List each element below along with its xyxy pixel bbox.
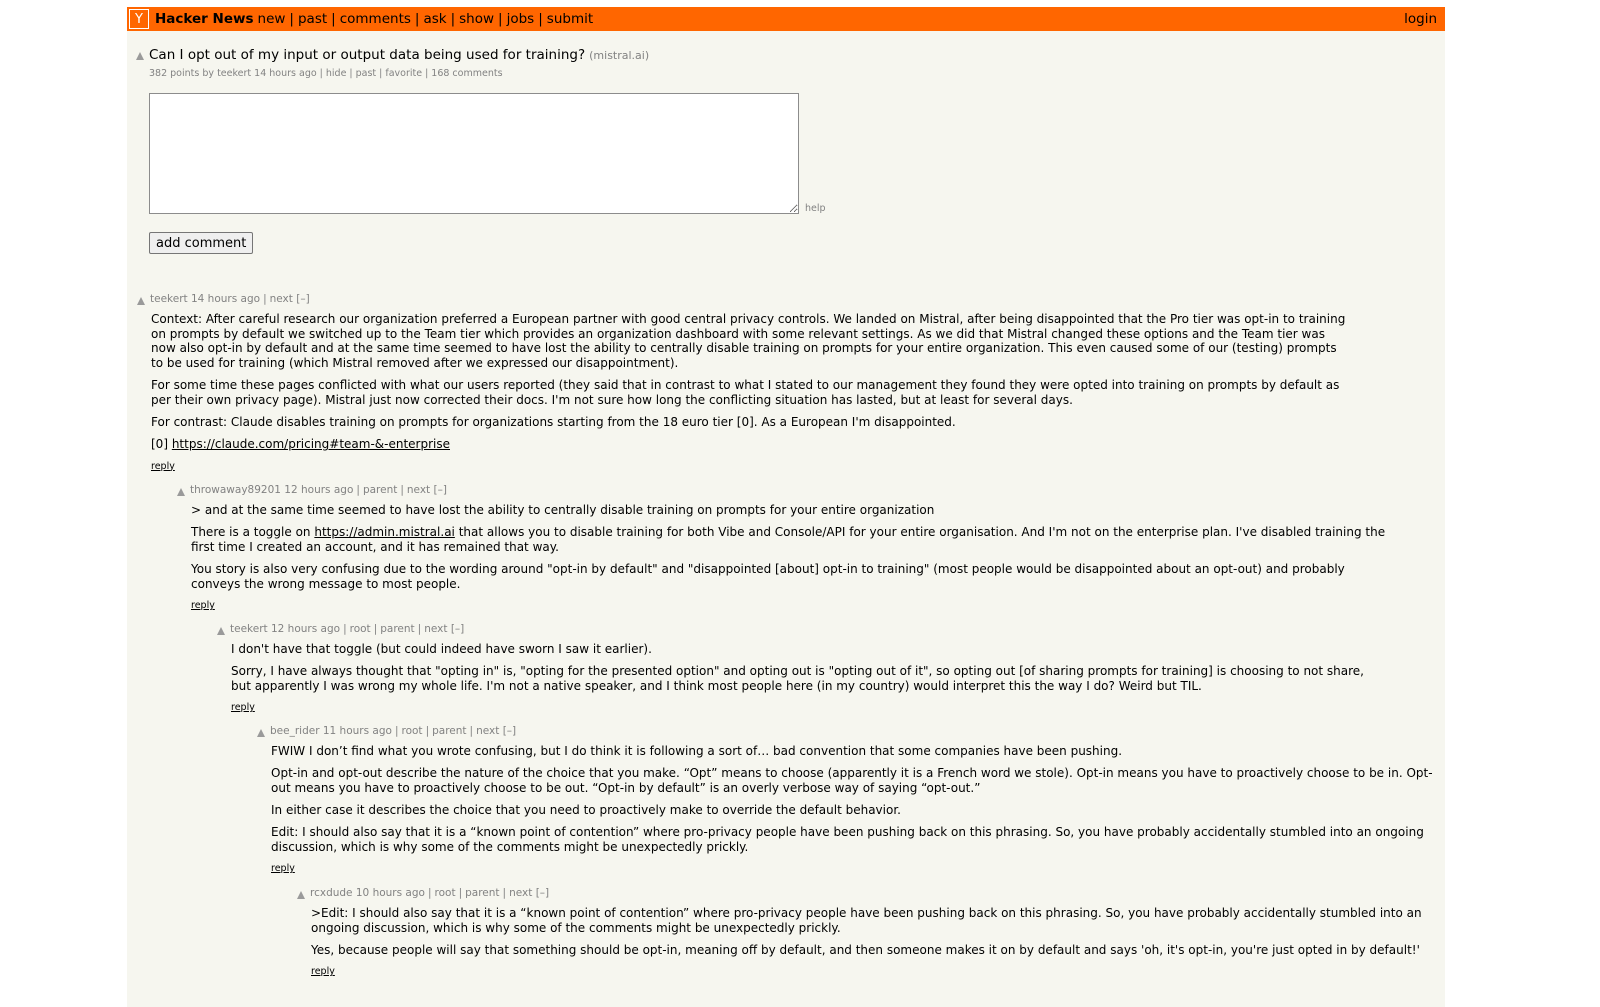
nav-separator: |: [450, 11, 456, 27]
reply-link[interactable]: reply: [231, 702, 255, 714]
comment-next-link[interactable]: next: [424, 623, 448, 635]
nav-separator: |: [289, 11, 294, 27]
upvote-arrow-icon[interactable]: [217, 627, 225, 635]
comment-paragraph: Edit: I should also say that it is a “known point of contention” where pro-privacy people have been pushing back on this phrasing. So, you have probably accidentally stumbled into an ongoing discussion, which is why some of the comments might be unexpectedly prickly.: [271, 825, 1424, 855]
upvote-arrow-icon[interactable]: [137, 297, 145, 305]
nav-comments-link[interactable]: comments: [339, 11, 411, 27]
comhead-separator: |: [417, 623, 422, 635]
comhead-separator: |: [469, 725, 474, 737]
comment-age-link[interactable]: 12 hours ago: [284, 484, 354, 496]
subtext-separator: |: [349, 68, 353, 79]
nav-submit-link[interactable]: submit: [546, 11, 594, 27]
reply-link[interactable]: reply: [271, 863, 295, 875]
comment-header: [190, 484, 447, 496]
upvote-arrow-icon[interactable]: [257, 729, 265, 737]
comment-paragraph: Yes, because people will say that something should be opt-in, meaning off by default, and then someone makes it on by default and says 'oh, it's opt-in, you're just opted in by default!': [311, 942, 1420, 957]
nav-separator: |: [414, 11, 420, 27]
comhead-separator: |: [394, 725, 399, 737]
comment-header: [150, 293, 310, 305]
comment-text: [191, 503, 1387, 614]
story-past-link[interactable]: past: [355, 68, 377, 79]
comment-age-link[interactable]: 11 hours ago: [322, 725, 392, 737]
comhead-separator: |: [356, 484, 360, 496]
yc-logo-icon[interactable]: [129, 9, 149, 29]
comment-next-link[interactable]: next: [269, 293, 293, 305]
comment-root-link[interactable]: root: [401, 725, 423, 737]
nav-separator: |: [538, 11, 543, 27]
comhead-separator: |: [373, 623, 378, 635]
comment-collapse-toggle[interactable]: [–]: [535, 887, 550, 899]
comment-next-link[interactable]: next: [476, 725, 500, 737]
comment-root-link[interactable]: root: [434, 887, 456, 899]
comment-header: [310, 887, 549, 899]
story-comments-link[interactable]: 168 comments: [431, 68, 503, 79]
story-favorite-link[interactable]: favorite: [385, 68, 423, 79]
comment-age-link[interactable]: 10 hours ago: [355, 887, 425, 899]
reply-link[interactable]: reply: [191, 600, 215, 612]
comment-user-link[interactable]: throwaway89201: [190, 484, 281, 496]
nav-links: [258, 11, 594, 27]
formatting-help-link[interactable]: help: [805, 203, 826, 214]
comment-paragraph: Context: After careful research our organization preferred a European partner with good central privacy controls. We landed on Mistral, after being disappointed that the Pro tier was opt-in to training on prompts by default we switched up to the Team tier which provides an organization dashboard with some relevant settings. As we did that Mistral changed these options and the Team tier was now also opt-in by default and at the same time seemed to have lost the ability to centrally disable training on prompts for your entire organization. This even caused some of our (testing) prompts to be used for training (which Mistral removed after we expressed our disappointment).: [151, 312, 1346, 371]
comment-collapse-toggle[interactable]: [–]: [502, 725, 517, 737]
comment-parent-link[interactable]: parent: [465, 887, 500, 899]
nav-past-link[interactable]: past: [297, 11, 328, 27]
comment-text: [231, 642, 1387, 716]
comment-collapse-toggle[interactable]: [–]: [433, 484, 447, 496]
comhead-separator: |: [263, 293, 267, 305]
comment-next-link[interactable]: next: [406, 484, 431, 496]
comment-collapse-toggle[interactable]: [–]: [296, 293, 310, 305]
comment-paragraph: FWIW I don’t find what you wrote confusing, but I do think it is following a sort of… bad convention that some companies have been pushing.: [271, 744, 1123, 758]
comment-paragraph: Opt-in and opt-out describe the nature of the choice that you make. “Opt” means to choose (apparently it is a French word we stole). Opt-in means you have to proactively choose to be in. Opt-out means you have to proactively choose to be out. “Opt-in by default” is an overly verbose way of saying “opt-out.”: [271, 766, 1433, 795]
comment-header: [270, 725, 516, 737]
comhead-separator: |: [400, 484, 404, 496]
comment-collapse-toggle[interactable]: [–]: [450, 623, 465, 635]
upvote-arrow-icon[interactable]: [136, 52, 144, 60]
mistral-admin-link[interactable]: https://admin.mistral.ai: [314, 525, 455, 540]
comment-user-link[interactable]: rcxdude: [310, 887, 353, 899]
comment-parent-link[interactable]: parent: [362, 484, 398, 496]
logo-letter: Y: [135, 11, 143, 27]
story-subtext: [149, 68, 503, 79]
comment-textarea[interactable]: [149, 93, 799, 214]
reply-link-wrapper: [271, 862, 1443, 877]
story-title-line: [149, 47, 649, 63]
site-name-link[interactable]: Hacker News: [155, 11, 254, 27]
text-fragment: that allows you to disable training for both Vibe and Console/API for your entire organisation. And I'm not on the enterprise plan. I've disabled training the first time I created an account, and it has remained that way.: [191, 525, 1386, 554]
reply-link-wrapper: [151, 460, 1347, 475]
comment-paragraph: Sorry, I have always thought that "opting in" is, "opting for the presented option" and opting out is "opting out of it", so opting out [of sharing prompts for training] is choosing to not share, but apparently I was wrong my whole life. I'm not a native speaker, and I think most people here (in my country) would interpret this the way I do? Weird but TIL.: [231, 664, 1364, 693]
comment-age-link[interactable]: 12 hours ago: [270, 623, 341, 635]
story-hide-link[interactable]: hide: [325, 68, 347, 79]
comment-paragraph: For contrast: Claude disables training on prompts for organizations starting from the 18 euro tier [0]. As a European I'm disappointed.: [151, 415, 956, 430]
comhead-separator: |: [425, 725, 430, 737]
comment-header: [230, 623, 464, 635]
nav-new-link[interactable]: new: [257, 11, 286, 27]
nav-separator: |: [498, 11, 503, 27]
add-comment-button[interactable]: add comment: [149, 232, 253, 254]
comment-paragraph: You story is also very confusing due to the wording around "opt-in by default" and "disappointed [about] opt-in to training" (most people would be disappointed about an opt-out) and probably conveys the wrong message to most people.: [191, 562, 1345, 591]
comment-user-link[interactable]: teekert: [150, 293, 188, 305]
login-link[interactable]: login: [1404, 11, 1437, 27]
comhead-separator: |: [427, 887, 432, 899]
comment-parent-link[interactable]: parent: [432, 725, 467, 737]
comment-root-link[interactable]: root: [349, 623, 371, 635]
upvote-arrow-icon[interactable]: [177, 488, 185, 496]
comhead-separator: |: [458, 887, 463, 899]
reply-link-wrapper: [231, 701, 1387, 716]
text-fragment: There is a toggle on: [191, 525, 311, 540]
comment-user-link[interactable]: teekert: [230, 623, 268, 635]
comhead-separator: |: [343, 623, 347, 635]
story-points: 382 points: [149, 68, 200, 79]
reply-link[interactable]: reply: [311, 966, 335, 978]
upvote-arrow-icon[interactable]: [297, 891, 305, 899]
story-title-link[interactable]: Can I opt out of my input or output data being used for training?: [149, 47, 586, 63]
top-nav-bar: [127, 7, 1445, 31]
comment-paragraph: In either case it describes the choice that you need to proactively make to override the default behavior.: [271, 803, 901, 818]
comment-next-link[interactable]: next: [509, 887, 533, 899]
comment-user-link[interactable]: bee_rider: [270, 725, 320, 737]
subtext-separator: |: [319, 68, 323, 79]
nav-jobs-link[interactable]: jobs: [506, 11, 535, 27]
subtext-separator: |: [379, 68, 383, 79]
comment-paragraph: For some time these pages conflicted with what our users reported (they said that in contrast to what I stated to our management they found they were opted into training on prompts by default as per their own privacy page). Mistral just now corrected their docs. I'm not sure how long the conflicting situation has lasted, but at least for several days.: [151, 378, 1340, 408]
nav-separator: |: [331, 11, 336, 27]
comment-paragraph: [191, 525, 1387, 554]
reply-link-wrapper: [311, 965, 1437, 980]
comment-parent-link[interactable]: parent: [380, 623, 415, 635]
comment-text: [311, 906, 1437, 980]
story-user-link[interactable]: teekert: [217, 68, 252, 79]
reply-link[interactable]: reply: [151, 460, 175, 472]
page-container: [127, 7, 1445, 1007]
story-by-label: by: [202, 68, 215, 79]
comment-paragraph: I don't have that toggle (but could indeed have sworn I saw it earlier).: [231, 642, 652, 656]
reply-link-wrapper: [191, 599, 1387, 614]
comhead-separator: |: [502, 887, 507, 899]
comment-paragraph: [151, 437, 1347, 452]
nav-ask-link[interactable]: ask: [423, 11, 447, 27]
claude-pricing-link[interactable]: https://claude.com/pricing#team-&-enterprise: [171, 437, 450, 452]
comment-text: [151, 312, 1347, 474]
story-site-link[interactable]: (mistral.ai): [589, 49, 650, 62]
comment-quote: > and at the same time seemed to have lost the ability to centrally disable training on prompts for your entire organization: [191, 503, 935, 517]
story-age-link[interactable]: 14 hours ago: [254, 68, 317, 79]
comment-paragraph: >Edit: I should also say that it is a “known point of contention” where pro-privacy people have been pushing back on this phrasing. So, you have probably accidentally stumbled into an ongoing discussion, which is why some of the comments might be unexpectedly prickly.: [311, 906, 1422, 935]
footnote-prefix: [0]: [151, 437, 168, 452]
comment-age-link[interactable]: 14 hours ago: [190, 293, 261, 305]
subtext-separator: |: [425, 68, 429, 79]
comment-text: [271, 744, 1443, 877]
nav-show-link[interactable]: show: [459, 11, 495, 27]
